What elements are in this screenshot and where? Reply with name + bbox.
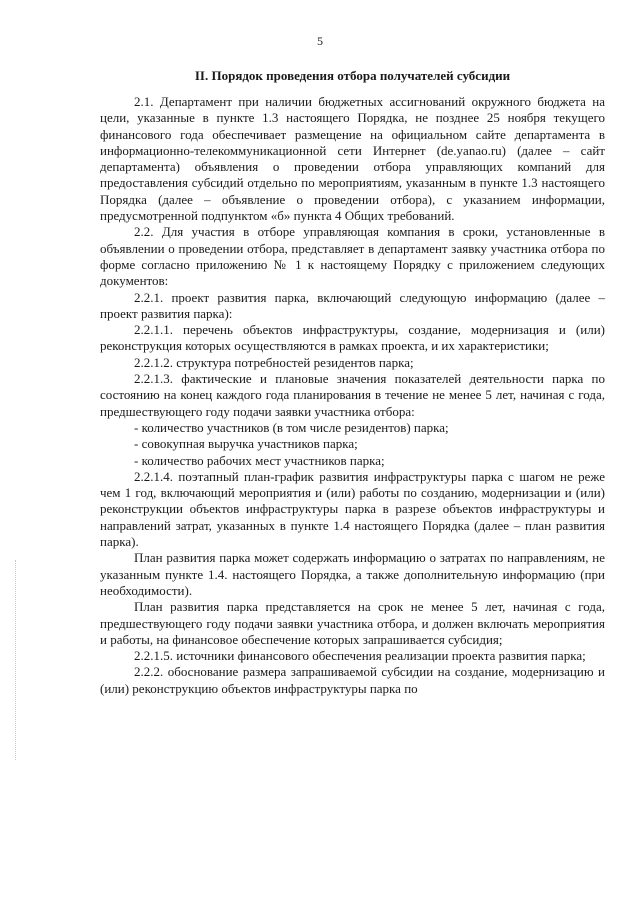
- paragraph-2-2-1-4: 2.2.1.4. поэтапный план-график развития инфраструктуры парка с шагом не реже чем 1 год, включающий мероприятия и (или) работы по созданию, модернизации и (или) реконструкции объектов инфраструктуры парка в разрезе объектов инфраструктуры и направлений затрат, указанных в пункте 1.4 настоящего Порядка (далее – план развития парка).: [100, 468, 605, 550]
- paragraph-2-2-2: 2.2.2. обоснование размера запрашиваемой субсидии на создание, модернизацию и (или) реконструкцию объектов инфраструктуры парка по: [100, 664, 605, 696]
- paragraph-2-2-1-1: 2.2.1.1. перечень объектов инфраструктуры, создание, модернизация и (или) реконструкция которых осуществляются в рамках проекта, и их характеристики;: [100, 322, 605, 354]
- paragraph-2-1: 2.1. Департамент при наличии бюджетных ассигнований окружного бюджета на цели, указанные в пункте 1.3 настоящего Порядка, не позднее 25 ноября текущего финансового года обеспечивает размещение на официальном сайте департамента в информационно-телекоммуникационной сети Интернет (de.yanao.ru) (далее – сайт департамента) объявления о проведении отбора управляющих компаний для предоставления субсидий отдельно по мероприятиям, указанным в пункте 1.3 настоящего Порядка (далее – объявление о проведении отбора), с указанием информации, предусмотренной подпунктом «б» пункта 4 Общих требований.: [100, 94, 605, 224]
- list-item-jobs: - количество рабочих мест участников парка;: [134, 452, 385, 468]
- paragraph-2-2-1: 2.2.1. проект развития парка, включающий следующую информацию (далее – проект развития парка):: [100, 289, 605, 321]
- paragraph-2-2: 2.2. Для участия в отборе управляющая компания в сроки, установленные в объявлении о проведении отбора, представляет в департамент заявку участника отбора по форме согласно приложению № 1 к настоящему Порядку с приложением следующих документов:: [100, 224, 605, 289]
- scan-margin-marks: [15, 560, 20, 760]
- list-item-revenue: - совокупная выручка участников парка;: [134, 436, 358, 452]
- paragraph-2-2-1-3: 2.2.1.3. фактические и плановые значения показателей деятельности парка по состоянию на конец каждого года планирования в течение не менее 5 лет, начиная с года, предшествующего году подачи заявки участника отбора:: [100, 371, 605, 419]
- paragraph-2-2-1-2: 2.2.1.2. структура потребностей резидентов парка;: [134, 354, 414, 370]
- paragraph-plan-term: План развития парка представляется на срок не менее 5 лет, начиная с года, предшествующего году подачи заявки участника отбора, и должен включать мероприятия и работы, на финансовое обеспечение которых запрашивается субсидия;: [100, 599, 605, 647]
- document-body: [100, 94, 605, 697]
- page-number: 5: [317, 34, 323, 48]
- section-heading: II. Порядок проведения отбора получателей субсидии: [194, 68, 511, 83]
- paragraph-2-2-1-5: 2.2.1.5. источники финансового обеспечения реализации проекта развития парка;: [134, 648, 586, 664]
- paragraph-plan-content: План развития парка может содержать информацию о затратах по направлениям, не указанным пункте 1.4. настоящего Порядка, а также дополнительную информацию (при необходимости).: [100, 550, 605, 598]
- list-item-participants: - количество участников (в том числе резидентов) парка;: [134, 419, 449, 435]
